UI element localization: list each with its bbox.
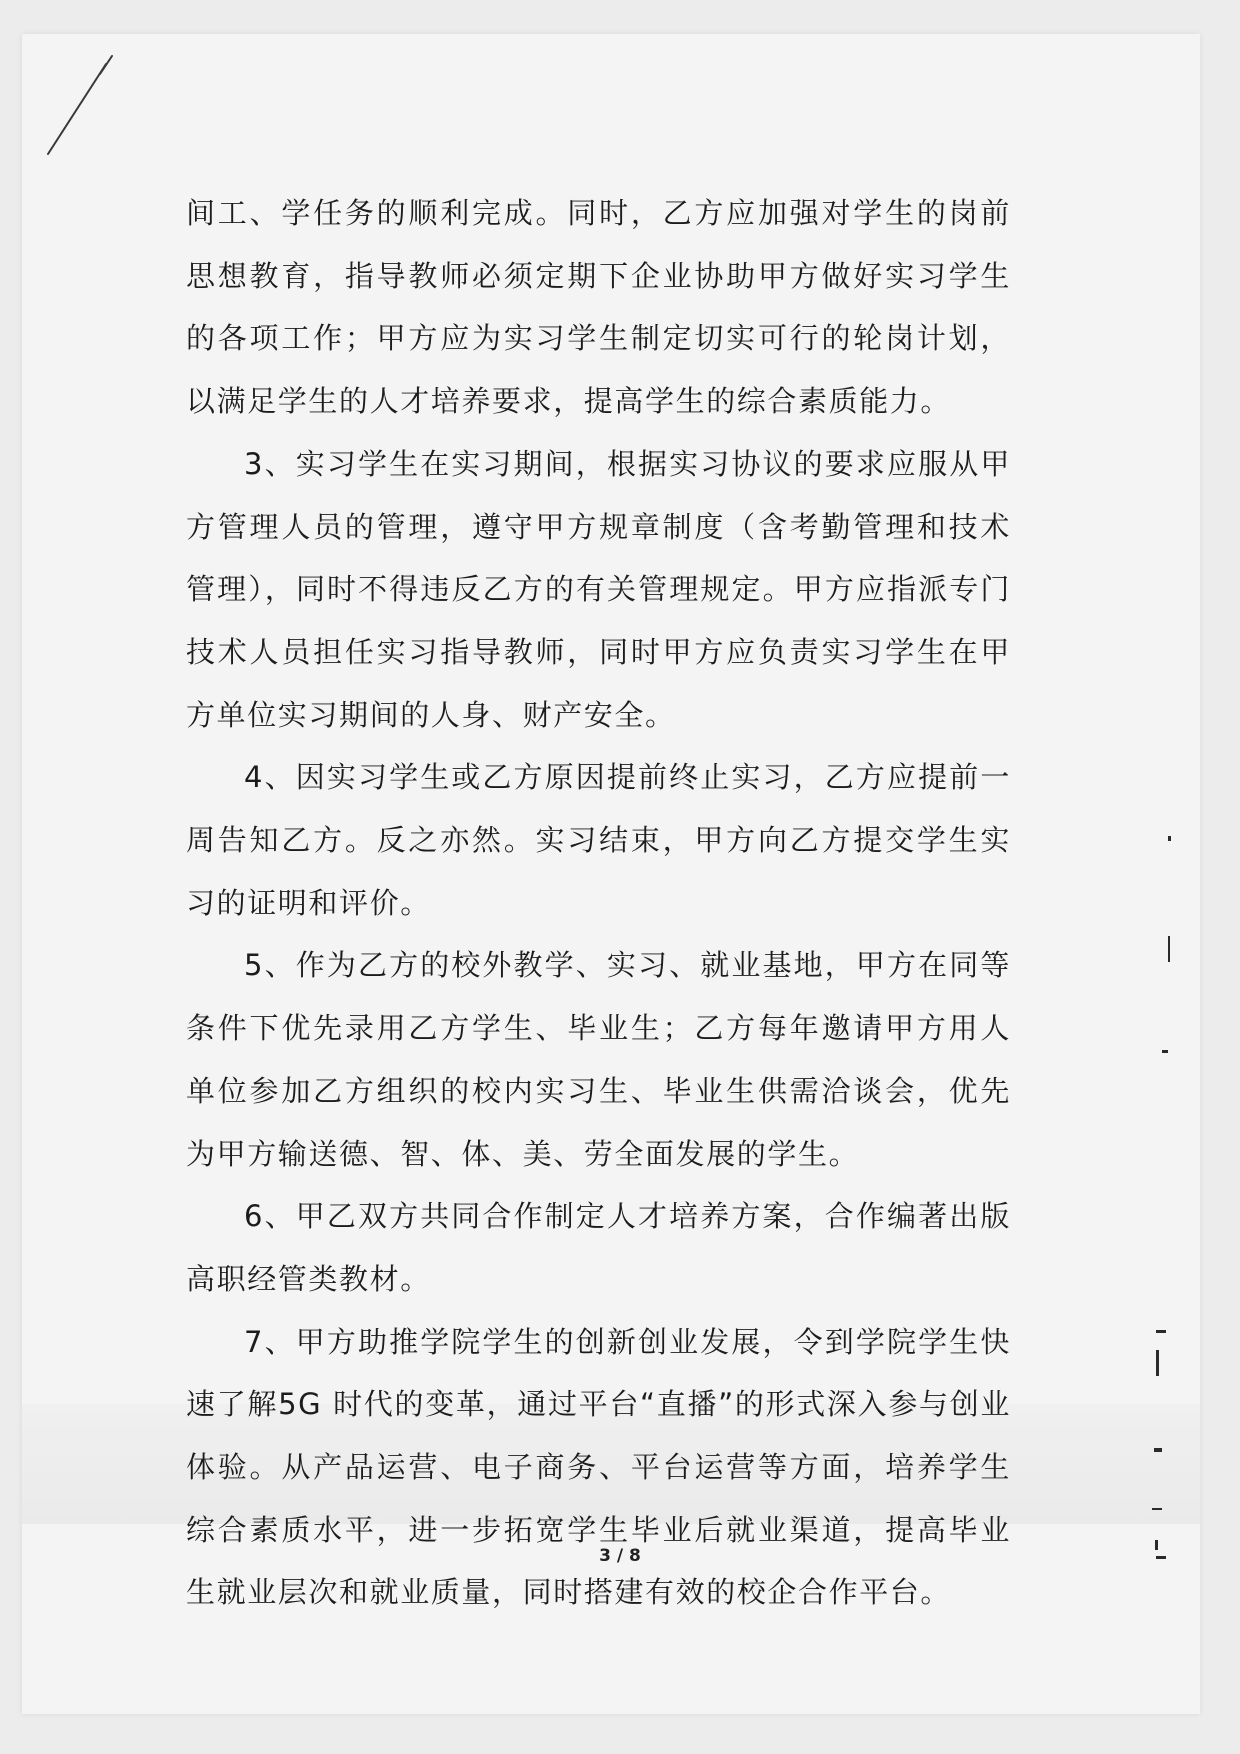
scan-speck <box>1168 936 1170 962</box>
scan-speck <box>1155 1540 1158 1550</box>
paragraph-5: 5、作为乙方的校外教学、实习、就业基地，甲方在同等条件下优先录用乙方学生、毕业生；乙方每年邀请甲方用人单位参加乙方组织的校内实习生、毕业生供需洽谈会，优先为甲方输送德、智、体、美、劳全面发展的学生。 <box>186 948 1011 1171</box>
page-number: 3 / 8 <box>599 1546 641 1566</box>
paragraph-4: 4、因实习学生或乙方原因提前终止实习，乙方应提前一周告知乙方。反之亦然。实习结束，甲方向乙方提交学生实习的证明和评价。 <box>186 760 1011 920</box>
scan-speck <box>1168 836 1171 841</box>
document-body <box>186 182 1011 1624</box>
paragraph-7: 7、甲方助推学院学生的创新创业发展，令到学院学生快速了解5G 时代的变革，通过平台“直播”的形式深入参与创业体验。从产品运营、电子商务、平台运营等方面，培养学生综合素质水平，进一步拓宽学生毕业后就业渠道，提高毕业生就业层次和就业质量，同时搭建有效的校企合作平台。 <box>186 1324 1011 1610</box>
paragraph-continuation: 间工、学任务的顺利完成。同时，乙方应加强对学生的岗前思想教育，指导教师必须定期下企业协助甲方做好实习学生的各项工作；甲方应为实习学生制定切实可行的轮岗计划，以满足学生的人才培养要求，提高学生的综合素质能力。 <box>186 196 1011 419</box>
scan-speck <box>1156 1330 1166 1333</box>
paragraph-3: 3、实习学生在实习期间，根据实习协议的要求应服从甲方管理人员的管理，遵守甲方规章制度（含考勤管理和技术管理），同时不得违反乙方的有关管理规定。甲方应指派专门技术人员担任实习指导教师，同时甲方应负责实习学生在甲方单位实习期间的人身、财产安全。 <box>186 446 1011 732</box>
paragraph-6: 6、甲乙双方共同合作制定人才培养方案，合作编著出版高职经管类教材。 <box>186 1199 1011 1296</box>
scan-speck <box>1152 1508 1162 1510</box>
pen-stroke-mark <box>40 50 120 170</box>
scan-speck <box>1156 1350 1159 1376</box>
scan-speck <box>1154 1448 1162 1452</box>
scan-speck <box>1162 1050 1168 1053</box>
scan-speck <box>1156 1556 1166 1559</box>
